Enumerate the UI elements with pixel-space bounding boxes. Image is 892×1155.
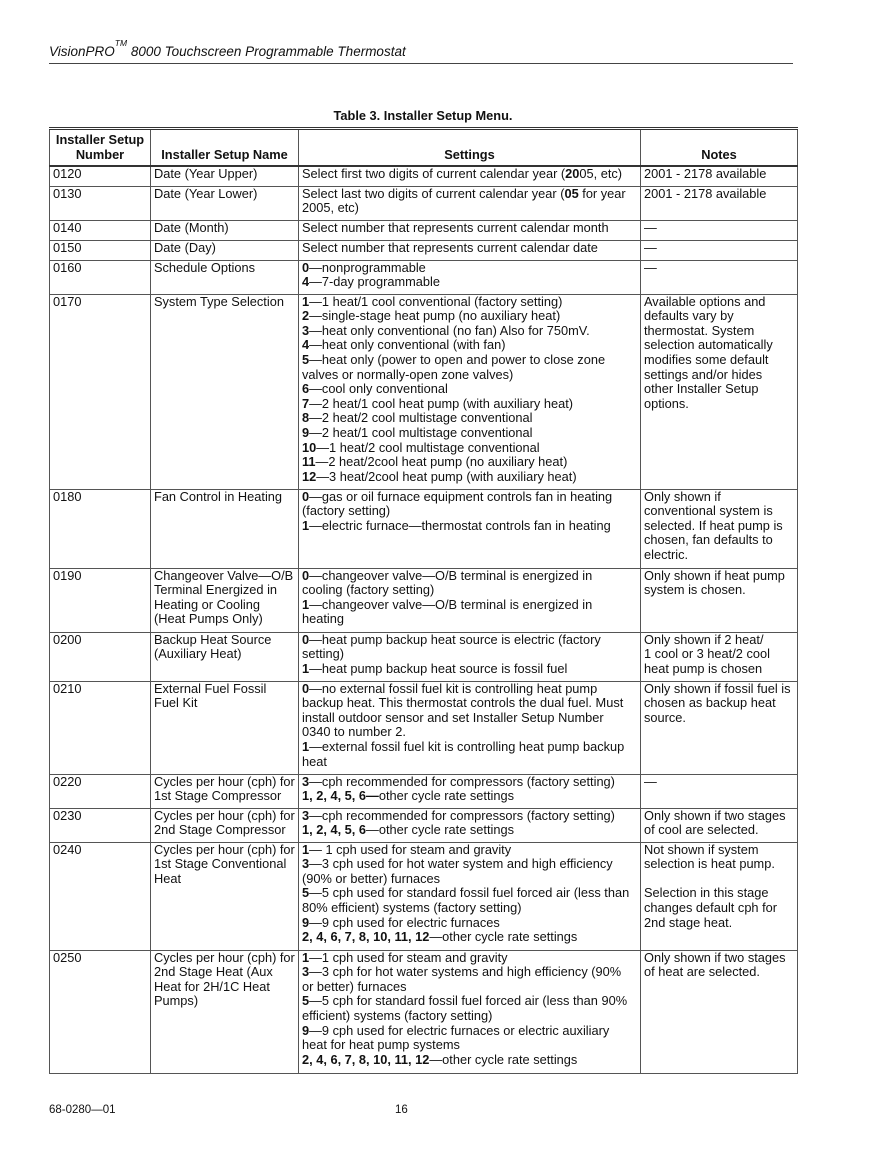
table-row bbox=[50, 294, 798, 489]
setup-name-line: (Heat Pumps Only) bbox=[154, 611, 263, 627]
setting-value-bold: 1 bbox=[302, 660, 310, 676]
settings-line bbox=[302, 901, 637, 916]
setting-value-bold: 2, 4, 6, 7, 8, 10, 11, 12 bbox=[302, 929, 430, 945]
table-row bbox=[50, 220, 798, 240]
setup-name-cell bbox=[151, 186, 299, 220]
table-body bbox=[50, 166, 798, 1073]
table-row bbox=[50, 568, 798, 632]
setting-text: heat for heat pump systems bbox=[302, 1037, 460, 1053]
table-row bbox=[50, 681, 798, 774]
settings-line bbox=[302, 309, 637, 324]
setting-text: —nonprogrammable bbox=[309, 259, 426, 275]
setting-value-bold: 5 bbox=[302, 352, 310, 368]
setup-number-cell: 0130 bbox=[50, 186, 151, 220]
setting-value-bold: 1 bbox=[302, 517, 310, 533]
notes-line: options. bbox=[644, 395, 689, 411]
table-row bbox=[50, 260, 798, 294]
setup-number-cell: 0220 bbox=[50, 774, 151, 808]
settings-line bbox=[302, 662, 637, 677]
notes-line: Only shown if 2 heat/ bbox=[644, 631, 764, 647]
setup-name-cell bbox=[151, 294, 299, 489]
header-trademark: TM bbox=[114, 37, 128, 48]
column-header-name: Installer Setup Name bbox=[151, 129, 299, 167]
settings-line bbox=[302, 930, 637, 945]
setup-name-line: 1st Stage Conventional bbox=[154, 856, 287, 872]
setting-value-bold: 0 bbox=[302, 631, 310, 647]
setting-value-bold: 0 bbox=[302, 488, 310, 504]
setup-name-line: Cycles per hour (cph) for bbox=[154, 949, 295, 965]
settings-line bbox=[302, 324, 637, 339]
setting-value-bold: 3 bbox=[302, 322, 310, 338]
setting-text: —2 heat/2 cool multistage conventional bbox=[309, 410, 533, 426]
settings-line bbox=[302, 221, 637, 236]
setting-text: —other cycle rate settings bbox=[366, 822, 514, 838]
setting-text: other cycle rate settings bbox=[378, 788, 514, 804]
settings-cell bbox=[299, 681, 641, 774]
settings-line bbox=[302, 1053, 637, 1068]
installer-setup-table-container bbox=[49, 127, 798, 1074]
settings-line bbox=[302, 843, 637, 858]
settings-line bbox=[302, 886, 637, 901]
setup-name-line: Changeover Valve—O/B bbox=[154, 567, 294, 583]
setting-value-bold: 1, 2, 4, 5, 6— bbox=[302, 788, 379, 804]
setup-name-line: Fan Control in Heating bbox=[154, 488, 283, 504]
footer-document-number: 68-0280—01 bbox=[49, 1104, 116, 1116]
setting-value-bold: 2 bbox=[302, 308, 310, 324]
setup-number-cell: 0140 bbox=[50, 220, 151, 240]
notes-line: Only shown if fossil fuel is bbox=[644, 680, 791, 696]
notes-cell bbox=[641, 950, 798, 1073]
setup-name-line: Cycles per hour (cph) for bbox=[154, 773, 295, 789]
setting-text: heat bbox=[302, 753, 327, 769]
notes-line: selection is heat pump. bbox=[644, 856, 775, 872]
notes-line: heat pump is chosen bbox=[644, 660, 763, 676]
setting-text: Select number that represents current calendar date bbox=[302, 239, 598, 255]
setting-text: —single-stage heat pump (no auxiliary heat) bbox=[309, 308, 561, 324]
notes-line: — bbox=[644, 239, 657, 255]
settings-line bbox=[302, 980, 637, 995]
setting-text: heating bbox=[302, 611, 344, 627]
setting-text: 2005, etc) bbox=[302, 200, 359, 216]
setting-text: —7-day programmable bbox=[309, 274, 440, 290]
setup-name-line: Schedule Options bbox=[154, 259, 256, 275]
setting-text: —cph recommended for compressors (factory setting) bbox=[309, 807, 615, 823]
settings-line bbox=[302, 201, 637, 216]
setup-name-line: 2nd Stage Heat (Aux bbox=[154, 964, 273, 980]
settings-line bbox=[302, 295, 637, 310]
settings-cell bbox=[299, 632, 641, 681]
settings-line bbox=[302, 426, 637, 441]
setup-name-line: 1st Stage Compressor bbox=[154, 788, 282, 804]
setup-number-cell: 0200 bbox=[50, 632, 151, 681]
setup-name-cell bbox=[151, 632, 299, 681]
settings-line bbox=[302, 455, 637, 470]
setup-name-cell bbox=[151, 220, 299, 240]
notes-line: other Installer Setup bbox=[644, 381, 759, 397]
settings-line bbox=[302, 261, 637, 276]
notes-cell bbox=[641, 166, 798, 186]
setting-value-bold: 12 bbox=[302, 468, 317, 484]
table-header-row bbox=[50, 129, 798, 167]
settings-cell bbox=[299, 568, 641, 632]
settings-line bbox=[302, 504, 637, 519]
notes-cell bbox=[641, 220, 798, 240]
notes-line: — bbox=[644, 219, 657, 235]
settings-line bbox=[302, 338, 637, 353]
notes-line: Selection in this stage bbox=[644, 885, 769, 901]
setting-text: —3 cph used for hot water system and high efficiency bbox=[309, 856, 613, 872]
setting-value-bold: 8 bbox=[302, 410, 310, 426]
setup-name-cell bbox=[151, 240, 299, 260]
settings-line bbox=[302, 397, 637, 412]
notes-line: of cool are selected. bbox=[644, 822, 759, 838]
setup-name-line: Heat for 2H/1C Heat bbox=[154, 978, 270, 994]
setting-value-bold: 5 bbox=[302, 885, 310, 901]
settings-line bbox=[302, 583, 637, 598]
table-row bbox=[50, 489, 798, 568]
table-row bbox=[50, 774, 798, 808]
setting-text: —other cycle rate settings bbox=[429, 1051, 578, 1067]
setting-text: —1 cph used for steam and gravity bbox=[309, 949, 508, 965]
setting-text: Select number that represents current calendar month bbox=[302, 219, 609, 235]
column-header-number: Installer Setup Number bbox=[50, 129, 151, 167]
notes-line: chosen, fan defaults to bbox=[644, 532, 773, 548]
setup-name-line: Fuel Kit bbox=[154, 695, 198, 711]
settings-line bbox=[302, 275, 637, 290]
notes-line: 2001 - 2178 available bbox=[644, 185, 767, 201]
settings-cell bbox=[299, 774, 641, 808]
settings-line bbox=[302, 382, 637, 397]
setting-value-bold: 1 bbox=[302, 949, 310, 965]
settings-line bbox=[302, 368, 637, 383]
setup-name-line: External Fuel Fossil bbox=[154, 680, 267, 696]
setup-name-line: Heating or Cooling bbox=[154, 596, 260, 612]
settings-line bbox=[302, 569, 637, 584]
notes-cell bbox=[641, 294, 798, 489]
setting-value-bold: 05 bbox=[564, 185, 579, 201]
settings-line bbox=[302, 809, 637, 824]
settings-cell bbox=[299, 240, 641, 260]
setting-text: —9 cph used for electric furnaces or electric auxiliary bbox=[309, 1022, 610, 1038]
notes-line: system is chosen. bbox=[644, 582, 746, 598]
setting-value-bold: 0 bbox=[302, 259, 310, 275]
settings-cell bbox=[299, 808, 641, 842]
setting-text: —9 cph used for electric furnaces bbox=[309, 914, 500, 930]
notes-cell bbox=[641, 489, 798, 568]
setting-text: —heat only conventional (no fan) Also for 750mV. bbox=[309, 322, 590, 338]
setup-number-cell: 0150 bbox=[50, 240, 151, 260]
notes-line: chosen as backup heat bbox=[644, 695, 776, 711]
setup-name-line: Pumps) bbox=[154, 993, 199, 1009]
setup-number-cell: 0250 bbox=[50, 950, 151, 1073]
settings-cell bbox=[299, 166, 641, 186]
setting-text: backup heat. This thermostat controls the dual fuel. Must bbox=[302, 695, 624, 711]
notes-line: modifies some default bbox=[644, 352, 769, 368]
settings-line bbox=[302, 490, 637, 505]
setting-text: —1 heat/1 cool conventional (factory setting) bbox=[309, 293, 563, 309]
notes-line bbox=[644, 872, 794, 887]
footer-page-number: 16 bbox=[395, 1104, 408, 1116]
setting-text: —no external fossil fuel kit is controlling heat pump bbox=[309, 680, 598, 696]
setting-text: — 1 cph used for steam and gravity bbox=[309, 841, 512, 857]
table-caption: Table 3. Installer Setup Menu. bbox=[333, 108, 513, 123]
setup-name-cell bbox=[151, 842, 299, 950]
setting-value-bold: 7 bbox=[302, 395, 310, 411]
settings-line bbox=[302, 755, 637, 770]
notes-line: Only shown if two stages bbox=[644, 807, 786, 823]
setup-number-cell: 0120 bbox=[50, 166, 151, 186]
setting-text: —3 cph for hot water systems and high efficiency (90% bbox=[309, 964, 622, 980]
setup-name-cell bbox=[151, 808, 299, 842]
setting-text: —heat pump backup heat source is electric (factory bbox=[309, 631, 601, 647]
setting-text: —5 cph for standard fossil fuel forced air (less than 90% bbox=[309, 993, 628, 1009]
settings-line bbox=[302, 353, 637, 368]
notes-line: conventional system is bbox=[644, 503, 773, 519]
settings-cell bbox=[299, 186, 641, 220]
settings-cell bbox=[299, 294, 641, 489]
settings-line bbox=[302, 951, 637, 966]
header-divider bbox=[49, 63, 793, 64]
setting-text: —external fossil fuel kit is controlling heat pump backup bbox=[309, 739, 625, 755]
setting-value-bold: 0 bbox=[302, 567, 310, 583]
setting-text: —cph recommended for compressors (factory setting) bbox=[309, 773, 615, 789]
setting-text: (factory setting) bbox=[302, 503, 391, 519]
setting-text: Select last two digits of current calendar year ( bbox=[302, 185, 565, 201]
setting-value-bold: 1 bbox=[302, 596, 310, 612]
notes-line: — bbox=[644, 773, 657, 789]
notes-line: 2001 - 2178 available bbox=[644, 166, 767, 182]
settings-cell bbox=[299, 489, 641, 568]
setup-name-cell bbox=[151, 681, 299, 774]
setup-name-line: 2nd Stage Compressor bbox=[154, 822, 286, 838]
setting-text: —other cycle rate settings bbox=[429, 929, 578, 945]
notes-cell bbox=[641, 632, 798, 681]
settings-line bbox=[302, 598, 637, 613]
setting-text: —1 heat/2 cool multistage conventional bbox=[316, 439, 540, 455]
settings-line bbox=[302, 857, 637, 872]
notes-line: of heat are selected. bbox=[644, 964, 760, 980]
setting-value-bold: 4 bbox=[302, 274, 310, 290]
notes-line: changes default cph for bbox=[644, 900, 778, 916]
setup-name-cell bbox=[151, 489, 299, 568]
settings-line bbox=[302, 823, 637, 838]
settings-line bbox=[302, 470, 637, 485]
settings-line bbox=[302, 916, 637, 931]
settings-line bbox=[302, 441, 637, 456]
settings-line bbox=[302, 612, 637, 627]
table-row bbox=[50, 166, 798, 186]
setting-text: efficient) systems (factory setting) bbox=[302, 1008, 493, 1024]
setting-value-bold: 3 bbox=[302, 807, 310, 823]
setup-name-line: Heat bbox=[154, 870, 182, 886]
table-row bbox=[50, 808, 798, 842]
column-header-settings: Settings bbox=[299, 129, 641, 167]
setup-name-cell bbox=[151, 950, 299, 1073]
settings-line bbox=[302, 725, 637, 740]
table-row bbox=[50, 950, 798, 1073]
setup-name-line: Cycles per hour (cph) for bbox=[154, 807, 295, 823]
header-title-prefix: VisionPRO bbox=[49, 44, 115, 59]
column-header-notes: Notes bbox=[641, 129, 798, 167]
notes-line: 1 cool or 3 heat/2 cool bbox=[644, 646, 770, 662]
settings-line bbox=[302, 775, 637, 790]
setup-number-cell: 0210 bbox=[50, 681, 151, 774]
notes-cell bbox=[641, 240, 798, 260]
setup-name-line: Backup Heat Source bbox=[154, 631, 272, 647]
table-row bbox=[50, 632, 798, 681]
settings-line bbox=[302, 994, 637, 1009]
setting-text: —cool only conventional bbox=[309, 381, 448, 397]
settings-line bbox=[302, 711, 637, 726]
setting-text: install outdoor sensor and set Installer Setup Number bbox=[302, 709, 604, 725]
settings-line bbox=[302, 682, 637, 697]
table-row bbox=[50, 842, 798, 950]
settings-cell bbox=[299, 842, 641, 950]
setting-value-bold: 9 bbox=[302, 425, 310, 441]
setting-text: —changeover valve—O/B terminal is energized in bbox=[309, 596, 593, 612]
notes-cell bbox=[641, 260, 798, 294]
notes-line: Only shown if heat pump bbox=[644, 567, 785, 583]
setting-value-bold: 3 bbox=[302, 856, 310, 872]
notes-line: settings and/or hides bbox=[644, 366, 763, 382]
setting-text: —2 heat/1 cool heat pump (with auxiliary heat) bbox=[309, 395, 574, 411]
notes-line: 2nd stage heat. bbox=[644, 914, 733, 930]
setup-name-cell bbox=[151, 166, 299, 186]
setting-text: setting) bbox=[302, 646, 344, 662]
setting-text: 80% efficient) systems (factory setting) bbox=[302, 900, 522, 916]
setting-text: —heat only conventional (with fan) bbox=[309, 337, 506, 353]
setup-name-cell bbox=[151, 774, 299, 808]
notes-line: thermostat. System bbox=[644, 322, 755, 338]
notes-cell bbox=[641, 808, 798, 842]
setting-text: —gas or oil furnace equipment controls fan in heating bbox=[309, 488, 613, 504]
settings-line bbox=[302, 740, 637, 755]
table-row bbox=[50, 186, 798, 220]
setup-name-cell bbox=[151, 260, 299, 294]
setting-value-bold: 3 bbox=[302, 964, 310, 980]
notes-cell bbox=[641, 568, 798, 632]
setting-text: —2 heat/1 cool multistage conventional bbox=[309, 425, 533, 441]
settings-line bbox=[302, 789, 637, 804]
setting-value-bold: 1, 2, 4, 5, 6 bbox=[302, 822, 367, 838]
setting-text: 0340 to number 2. bbox=[302, 724, 406, 740]
settings-line bbox=[302, 241, 637, 256]
notes-line: source. bbox=[644, 709, 686, 725]
setting-value-bold: 5 bbox=[302, 993, 310, 1009]
notes-cell bbox=[641, 186, 798, 220]
setting-value-bold: 2, 4, 6, 7, 8, 10, 11, 12 bbox=[302, 1051, 430, 1067]
notes-line: Only shown if two stages bbox=[644, 949, 786, 965]
setting-value-bold: 20 bbox=[565, 166, 580, 182]
setting-text: (90% or better) furnaces bbox=[302, 870, 440, 886]
notes-line: Only shown if bbox=[644, 488, 721, 504]
setup-name-line: Date (Year Lower) bbox=[154, 185, 258, 201]
setting-text: valves or normally-open zone valves) bbox=[302, 366, 514, 382]
setting-text: —electric furnace—thermostat controls fan in heating bbox=[309, 517, 611, 533]
notes-line: electric. bbox=[644, 547, 689, 563]
page-header-title bbox=[49, 37, 406, 60]
setup-number-cell: 0190 bbox=[50, 568, 151, 632]
settings-line bbox=[302, 633, 637, 648]
notes-cell bbox=[641, 774, 798, 808]
setup-number-cell: 0240 bbox=[50, 842, 151, 950]
setup-name-cell bbox=[151, 568, 299, 632]
notes-cell bbox=[641, 681, 798, 774]
settings-line bbox=[302, 1038, 637, 1053]
setup-name-line: Cycles per hour (cph) for bbox=[154, 841, 295, 857]
installer-setup-table bbox=[49, 127, 798, 1074]
settings-line bbox=[302, 519, 637, 534]
settings-line bbox=[302, 696, 637, 711]
setting-value-bold: 1 bbox=[302, 841, 310, 857]
settings-cell bbox=[299, 260, 641, 294]
settings-cell bbox=[299, 950, 641, 1073]
setting-value-bold: 9 bbox=[302, 914, 310, 930]
setup-number-cell: 0160 bbox=[50, 260, 151, 294]
setting-value-bold: 9 bbox=[302, 1022, 310, 1038]
header-title-suffix: 8000 Touchscreen Programmable Thermostat bbox=[127, 44, 406, 59]
notes-line: — bbox=[644, 259, 657, 275]
setting-text: —heat only (power to open and power to close zone bbox=[309, 352, 606, 368]
setting-value-bold: 1 bbox=[302, 293, 310, 309]
setting-text: —changeover valve—O/B terminal is energized in bbox=[309, 567, 593, 583]
setting-text: —3 heat/2cool heat pump (with auxiliary heat) bbox=[316, 468, 577, 484]
setup-name-line: Terminal Energized in bbox=[154, 582, 278, 598]
setting-value-bold: 10 bbox=[302, 439, 317, 455]
settings-line bbox=[302, 411, 637, 426]
setting-text: cooling (factory setting) bbox=[302, 582, 435, 598]
settings-line bbox=[302, 1009, 637, 1024]
setting-text: for year bbox=[578, 185, 626, 201]
setup-name-line: (Auxiliary Heat) bbox=[154, 646, 242, 662]
settings-cell bbox=[299, 220, 641, 240]
setting-value-bold: 11 bbox=[302, 454, 316, 470]
settings-line bbox=[302, 167, 637, 182]
table-row bbox=[50, 240, 798, 260]
setting-text: —5 cph used for standard fossil fuel forced air (less than bbox=[309, 885, 630, 901]
setting-value-bold: 0 bbox=[302, 680, 310, 696]
setting-value-bold: 6 bbox=[302, 381, 310, 397]
setting-text: —2 heat/2cool heat pump (no auxiliary heat) bbox=[315, 454, 568, 470]
notes-line: Not shown if system bbox=[644, 841, 759, 857]
setup-number-cell: 0230 bbox=[50, 808, 151, 842]
setup-number-cell: 0180 bbox=[50, 489, 151, 568]
settings-line bbox=[302, 647, 637, 662]
settings-line bbox=[302, 872, 637, 887]
setting-text: or better) furnaces bbox=[302, 978, 407, 994]
setting-text: 05, etc) bbox=[579, 166, 623, 182]
notes-line: defaults vary by bbox=[644, 308, 734, 324]
setting-value-bold: 3 bbox=[302, 773, 310, 789]
setup-number-cell: 0170 bbox=[50, 294, 151, 489]
notes-line: Available options and bbox=[644, 293, 766, 309]
setting-value-bold: 4 bbox=[302, 337, 310, 353]
setting-value-bold: 1 bbox=[302, 739, 310, 755]
notes-line: selected. If heat pump is bbox=[644, 517, 783, 533]
setting-text: Select first two digits of current calendar year ( bbox=[302, 166, 566, 182]
setup-name-line: System Type Selection bbox=[154, 293, 284, 309]
setup-name-line: Date (Day) bbox=[154, 239, 216, 255]
setup-name-line: Date (Year Upper) bbox=[154, 166, 258, 182]
settings-line bbox=[302, 965, 637, 980]
setting-text: —heat pump backup heat source is fossil fuel bbox=[309, 660, 568, 676]
settings-line bbox=[302, 187, 637, 202]
notes-cell bbox=[641, 842, 798, 950]
notes-line: selection automatically bbox=[644, 337, 773, 353]
settings-line bbox=[302, 1024, 637, 1039]
setup-name-line: Date (Month) bbox=[154, 219, 229, 235]
